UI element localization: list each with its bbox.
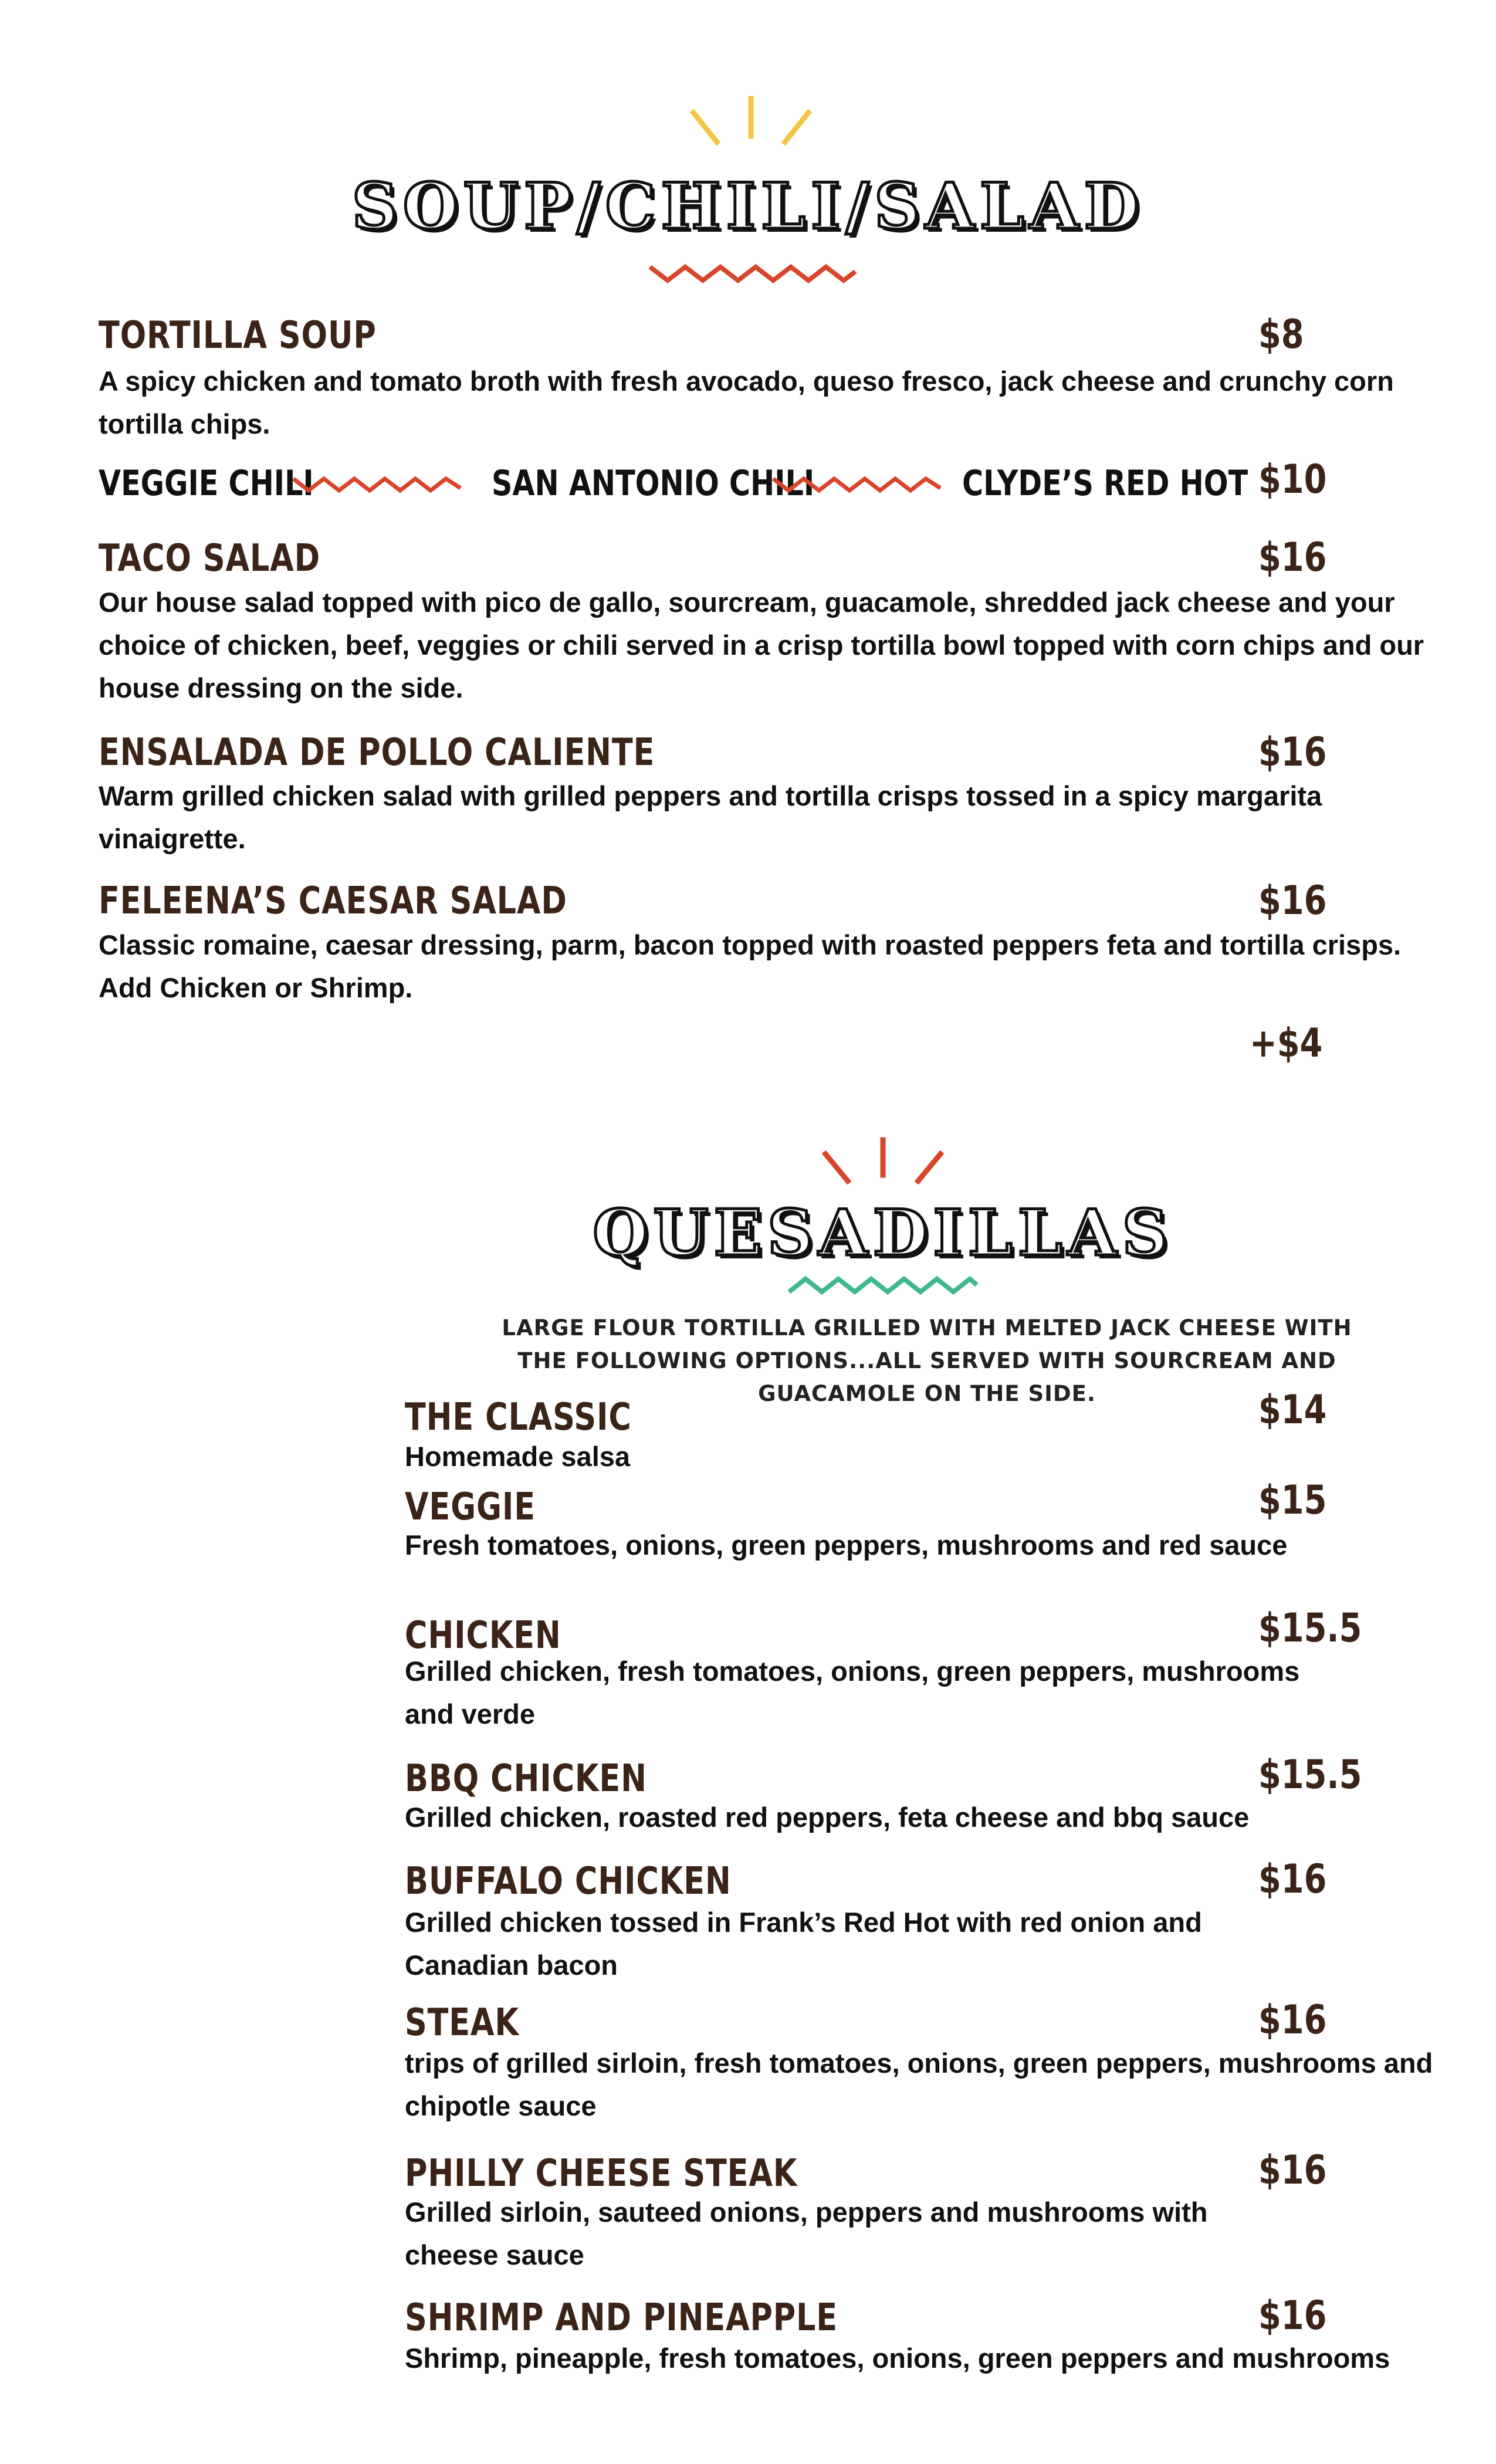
sunburst-red-icon bbox=[813, 1135, 953, 1200]
addon-price: +$4 bbox=[1250, 1020, 1323, 1067]
item-price-tortilla-soup: $8 bbox=[1258, 312, 1304, 358]
item-name-buffalo-chicken: BUFFALO CHICKEN bbox=[405, 1860, 732, 1903]
item-description-steak: trips of grilled sirloin, fresh tomatoes, onions, green peppers, mushrooms and chipotle sauce bbox=[405, 2047, 1433, 2121]
item-name-ensalada-de-pollo: ENSALADA DE POLLO CALIENTE bbox=[99, 731, 655, 774]
section-title-soup: SOUP/CHILI/SALAD bbox=[351, 170, 1145, 243]
item-price-bbq-chicken: $15.5 bbox=[1258, 1752, 1362, 1798]
item-price-taco-salad: $16 bbox=[1258, 534, 1327, 581]
item-price-buffalo-chicken: $16 bbox=[1258, 1856, 1327, 1903]
item-name-the-classic: THE CLASSIC bbox=[405, 1396, 632, 1439]
item-description-buffalo-chicken: Grilled chicken tossed in Frank’s Red Hot with red onion and Canadian bacon bbox=[405, 1907, 1202, 1981]
item-price-veggie: $15 bbox=[1258, 1477, 1327, 1524]
item-description-taco-salad: Our house salad topped with pico de gallo, sourcream, guacamole, shredded jack cheese and your choice of chicken, beef, veggies or chili served in a crisp tortilla bowl topped with corn chips and our house dressing on the side. bbox=[99, 587, 1424, 703]
item-name-taco-salad: TACO SALAD bbox=[99, 537, 320, 580]
item-description-philly-cheese-steak: Grilled sirloin, sauteed onions, peppers and mushrooms with cheese sauce bbox=[405, 2196, 1208, 2270]
item-price-caesar-salad: $16 bbox=[1258, 878, 1327, 924]
item-description-the-classic: Homemade salsa bbox=[405, 1441, 631, 1472]
item-description-chicken: Grilled chicken, fresh tomatoes, onions, green peppers, mushrooms and verde bbox=[405, 1656, 1300, 1729]
item-description-tortilla-soup: A spicy chicken and tomato broth with fresh avocado, queso fresco, jack cheese and crunchy corn tortilla chips. bbox=[99, 365, 1394, 439]
item-price-philly-cheese-steak: $16 bbox=[1258, 2147, 1327, 2194]
item-price-shrimp-and-pineapple: $16 bbox=[1258, 2293, 1327, 2339]
item-name-caesar-salad: FELEENA’S CAESAR SALAD bbox=[99, 879, 567, 923]
item-description-veggie: Fresh tomatoes, onions, green peppers, mushrooms and red sauce bbox=[405, 1529, 1288, 1561]
item-price-the-classic: $14 bbox=[1258, 1387, 1327, 1433]
quesadillas-intro: LARGE FLOUR TORTILLA GRILLED WITH MELTED JACK CHEESE WITH THE FOLLOWING OPTIONS...ALL SERVED WITH SOURCREAM AND GUACAMOLE ON THE SIDE. bbox=[502, 1315, 1352, 1406]
chili-option-clydes-red-hot: CLYDE’S RED HOT bbox=[962, 463, 1248, 504]
item-name-bbq-chicken: BBQ CHICKEN bbox=[405, 1757, 647, 1800]
item-name-shrimp-and-pineapple: SHRIMP AND PINEAPPLE bbox=[405, 2296, 838, 2340]
zigzag-red-divider-icon bbox=[773, 474, 940, 494]
sunburst-yellow-icon bbox=[681, 94, 821, 158]
zigzag-red-divider-icon bbox=[293, 474, 461, 494]
item-name-philly-cheese-steak: PHILLY CHEESE STEAK bbox=[405, 2152, 798, 2195]
item-price-ensalada-de-pollo: $16 bbox=[1258, 729, 1327, 776]
chili-option-san-antonio: SAN ANTONIO CHILI bbox=[492, 463, 815, 504]
item-name-steak: STEAK bbox=[405, 2001, 519, 2045]
item-price-chili: $10 bbox=[1258, 456, 1327, 503]
zigzag-green-divider-icon bbox=[789, 1274, 977, 1297]
item-price-steak: $16 bbox=[1258, 1997, 1327, 2043]
item-price-chicken: $15.5 bbox=[1258, 1605, 1362, 1651]
item-description-caesar-salad: Classic romaine, caesar dressing, parm, bacon topped with roasted peppers feta and tortilla crisps. Add Chicken or Shrimp. bbox=[99, 929, 1402, 1003]
item-name-tortilla-soup: TORTILLA SOUP bbox=[99, 314, 377, 357]
item-description-bbq-chicken: Grilled chicken, roasted red peppers, feta cheese and bbq sauce bbox=[405, 1802, 1250, 1833]
item-name-chicken: CHICKEN bbox=[405, 1614, 561, 1657]
item-description-ensalada-de-pollo: Warm grilled chicken salad with grilled peppers and tortilla crisps tossed in a spicy margarita vinaigrette. bbox=[99, 780, 1322, 854]
chili-option-veggie: VEGGIE CHILI bbox=[99, 463, 314, 504]
item-description-shrimp-and-pineapple: Shrimp, pineapple, fresh tomatoes, onions, green peppers and mushrooms bbox=[405, 2343, 1390, 2374]
section-title-quesadillas: QUESADILLAS bbox=[593, 1196, 1173, 1270]
item-name-veggie: VEGGIE bbox=[405, 1485, 536, 1529]
zigzag-red-divider-icon bbox=[650, 261, 855, 285]
